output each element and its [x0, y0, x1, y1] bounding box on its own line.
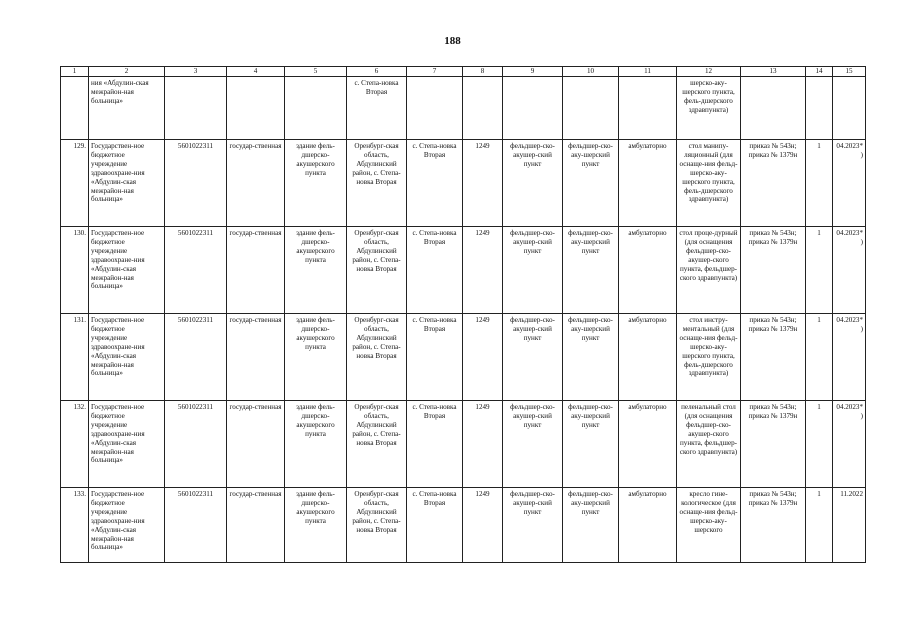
- unit-cell: фельдшер-ско-аку-шерский пункт: [563, 227, 619, 314]
- unit-cell: фельдшер-ско-аку-шерский пункт: [563, 140, 619, 227]
- table-row: [61, 488, 866, 563]
- inn-cell: 5601022311: [165, 488, 227, 563]
- order-cell: приказ № 543н; приказ № 1379н: [741, 314, 806, 401]
- locality-cell: с. Степа-новка Вторая: [407, 488, 463, 563]
- quantity-cell: 1: [806, 488, 833, 563]
- inn-cell: 5601022311: [165, 227, 227, 314]
- locality-cell: с. Степа-новка Вторая: [407, 227, 463, 314]
- code-cell: 1249: [463, 227, 503, 314]
- page-number: 188: [444, 35, 461, 47]
- code-cell: 1249: [463, 401, 503, 488]
- care-type-cell: амбулаторно: [619, 314, 677, 401]
- table-row: [61, 140, 866, 227]
- date-cell: 04.2023*): [833, 140, 866, 227]
- column-number: 8: [463, 67, 503, 77]
- order-cell: приказ № 543н; приказ № 1379н: [741, 227, 806, 314]
- row-number-cell: 133.: [61, 488, 89, 563]
- quantity-cell: 1: [806, 227, 833, 314]
- column-number: 3: [165, 67, 227, 77]
- care-type-cell: амбулаторно: [619, 140, 677, 227]
- column-number: 15: [833, 67, 866, 77]
- row-number-cell: 132.: [61, 401, 89, 488]
- facility-cell: фельдшер-ско-акушер-ский пункт: [503, 488, 563, 563]
- ownership-cell: государ-ственная: [227, 314, 285, 401]
- care-type-cell: амбулаторно: [619, 227, 677, 314]
- org-name-cell: ния «Абдулин-ская межрайон-ная больница»: [89, 77, 165, 140]
- building-cell: здание фель-дшерско-акушерского пункта: [285, 140, 347, 227]
- column-number: 5: [285, 67, 347, 77]
- code-cell: 1249: [463, 314, 503, 401]
- row-number-cell: 129.: [61, 140, 89, 227]
- facility-cell: фельдшер-ско-акушер-ский пункт: [503, 227, 563, 314]
- ownership-cell: государ-ственная: [227, 488, 285, 563]
- locality-cell: с. Степа-новка Вторая: [407, 314, 463, 401]
- column-number: 6: [347, 67, 407, 77]
- order-cell: приказ № 543н; приказ № 1379н: [741, 401, 806, 488]
- inn-cell: 5601022311: [165, 140, 227, 227]
- equipment-cell: стол инстру-ментальный (для оснаще-ния фельд-шерско-аку-шерского пункта, фель-дшерского здравпункта): [677, 314, 741, 401]
- address-cell: Оренбург-ская область, Абдулинский район, с. Степа-новка Вторая: [347, 488, 407, 563]
- equipment-cell: пеленальный стол (для оснащения фельдшер-ско-акушер-ского пункта, фельдшер-ского здравпункта): [677, 401, 741, 488]
- code-cell: 1249: [463, 140, 503, 227]
- org-name-cell: Государствен-ное бюджетное учреждение здравоохране-ния «Абдулин-ская межрайон-ная больница»: [89, 401, 165, 488]
- address-cell: Оренбург-ская область, Абдулинский район, с. Степа-новка Вторая: [347, 140, 407, 227]
- column-number: 2: [89, 67, 165, 77]
- column-number: 13: [741, 67, 806, 77]
- org-name-cell: Государствен-ное бюджетное учреждение здравоохране-ния «Абдулин-ская межрайон-ная больница»: [89, 140, 165, 227]
- equipment-cell: стол проце-дурный (для оснащения фельдшер-ско-акушер-ского пункта, фельдшер-ского здравпункта): [677, 227, 741, 314]
- building-cell: здание фель-дшерско-акушерского пункта: [285, 314, 347, 401]
- quantity-cell: 1: [806, 140, 833, 227]
- column-number: 7: [407, 67, 463, 77]
- unit-cell: фельдшер-ско-аку-шерский пункт: [563, 314, 619, 401]
- address-cell: Оренбург-ская область, Абдулинский район, с. Степа-новка Вторая: [347, 314, 407, 401]
- date-cell: 04.2023*): [833, 401, 866, 488]
- table-row: [61, 401, 866, 488]
- org-name-cell: Государствен-ное бюджетное учреждение здравоохране-ния «Абдулин-ская межрайон-ная больница»: [89, 227, 165, 314]
- inn-cell: 5601022311: [165, 314, 227, 401]
- address-cell: Оренбург-ская область, Абдулинский район, с. Степа-новка Вторая: [347, 227, 407, 314]
- column-number: 1: [61, 67, 89, 77]
- org-name-cell: Государствен-ное бюджетное учреждение здравоохране-ния «Абдулин-ская межрайон-ная больница»: [89, 488, 165, 563]
- facility-cell: фельдшер-ско-акушер-ский пункт: [503, 140, 563, 227]
- org-name-cell: Государствен-ное бюджетное учреждение здравоохране-ния «Абдулин-ская межрайон-ная больница»: [89, 314, 165, 401]
- equipment-cell: шерско-аку-шерского пункта, фель-дшерского здравпункта): [677, 77, 741, 140]
- quantity-cell: 1: [806, 401, 833, 488]
- table-row: [61, 227, 866, 314]
- building-cell: здание фель-дшерско-акушерского пункта: [285, 488, 347, 563]
- facility-cell: фельдшер-ско-акушер-ский пункт: [503, 401, 563, 488]
- column-number: 12: [677, 67, 741, 77]
- quantity-cell: 1: [806, 314, 833, 401]
- row-number-cell: 130.: [61, 227, 89, 314]
- locality-cell: с. Степа-новка Вторая: [407, 401, 463, 488]
- equipment-table: [60, 66, 866, 563]
- column-number: 4: [227, 67, 285, 77]
- equipment-cell: стол манипу-ляционный (для оснаще-ния фельд-шерско-аку-шерского пункта, фель-дшерского здравпункта): [677, 140, 741, 227]
- address-cell: с. Степа-новка Вторая: [347, 77, 407, 140]
- inn-cell: 5601022311: [165, 401, 227, 488]
- building-cell: здание фель-дшерско-акушерского пункта: [285, 227, 347, 314]
- order-cell: приказ № 543н; приказ № 1379н: [741, 488, 806, 563]
- row-number-cell: 131.: [61, 314, 89, 401]
- column-number: 14: [806, 67, 833, 77]
- column-number-row: [61, 67, 866, 77]
- equipment-cell: кресло гине-кологическое (для оснаще-ния фельд-шерско-аку-шерского: [677, 488, 741, 563]
- ownership-cell: государ-ственная: [227, 140, 285, 227]
- locality-cell: с. Степа-новка Вторая: [407, 140, 463, 227]
- facility-cell: фельдшер-ско-акушер-ский пункт: [503, 314, 563, 401]
- ownership-cell: государ-ственная: [227, 227, 285, 314]
- date-cell: 04.2023*): [833, 227, 866, 314]
- code-cell: 1249: [463, 488, 503, 563]
- date-cell: 04.2023*): [833, 314, 866, 401]
- date-cell: 11.2022: [833, 488, 866, 563]
- unit-cell: фельдшер-ско-аку-шерский пункт: [563, 488, 619, 563]
- column-number: 9: [503, 67, 563, 77]
- care-type-cell: амбулаторно: [619, 488, 677, 563]
- continuation-row: [61, 77, 866, 140]
- column-number: 11: [619, 67, 677, 77]
- care-type-cell: амбулаторно: [619, 401, 677, 488]
- table-row: [61, 314, 866, 401]
- order-cell: приказ № 543н; приказ № 1379н: [741, 140, 806, 227]
- column-number: 10: [563, 67, 619, 77]
- building-cell: здание фель-дшерско-акушерского пункта: [285, 401, 347, 488]
- ownership-cell: государ-ственная: [227, 401, 285, 488]
- unit-cell: фельдшер-ско-аку-шерский пункт: [563, 401, 619, 488]
- address-cell: Оренбург-ская область, Абдулинский район, с. Степа-новка Вторая: [347, 401, 407, 488]
